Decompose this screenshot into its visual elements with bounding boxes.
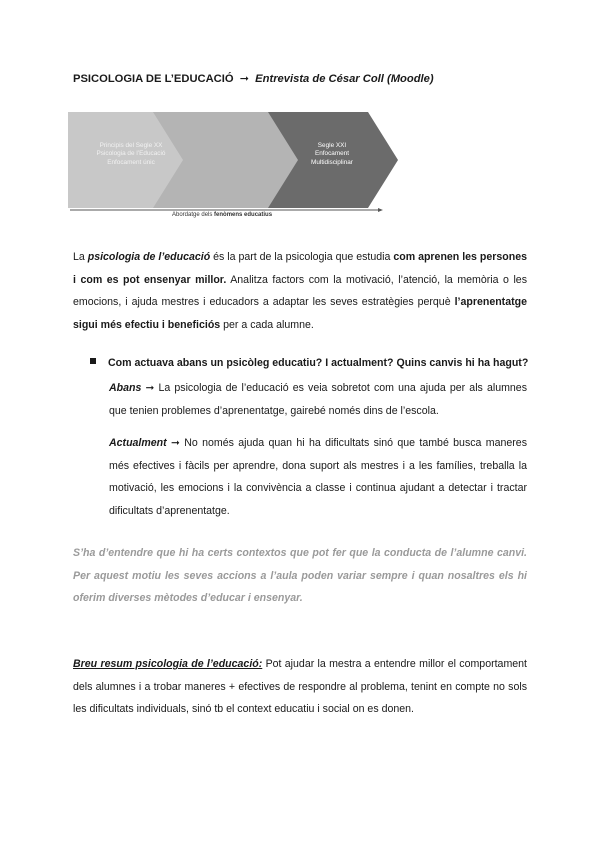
page-title (73, 72, 434, 85)
chevron-3-label: Segle XXI Enfocament Multidisciplinar (311, 142, 353, 166)
context-note: S’ha d’entendre que hi ha certs contextos que pot fer que la conducta de l’alumne canvi. Per aquest motiu les seves accions a l’aula poden variar sempre i quan nosaltres els hi oferim diverses mètodes d’educar i ensenyar. (73, 547, 527, 604)
summary-heading: Breu resum psicologia de l’educació: (73, 658, 263, 670)
chevron-1-label: Principis del Segle XX Psicologia de l’Educació Enfocament únic (96, 142, 166, 166)
intro-paragraph: La psicologia de l’educació és la part de la psicologia que estudia com aprenen les persones i com es pot ensenyar millor. Analitza factors com la motivació, l’atenció, la memòria o les emocions, i ajuda mestres i educadors a adaptar les seves estratègies perquè l’aprenentatge sigui més efectiu i beneficiós per a cada alumne. (73, 251, 527, 331)
axis-arrowhead (378, 208, 383, 212)
axis-caption: Abordatge dels fenòmens educatius (172, 212, 273, 218)
chevron-diagram (68, 110, 408, 222)
bullet-square-icon (90, 358, 96, 364)
summary-paragraph: Breu resum psicologia de l’educació: Pot ajudar la mestra a entendre millor el comportament dels alumnes i a trobar maneres + efectives de respondre al problema, tenint en compte no sols les dificultats individuals, sinó tb el context educatiu i social on es donen. (73, 658, 527, 715)
title-main: PSICOLOGIA DE L’EDUCACIÓ (73, 73, 234, 85)
arrow-icon: ➞ (239, 73, 250, 85)
question-text: Com actuava abans un psicòleg educatiu? I actualment? Quins canvis hi ha hagut? (108, 357, 529, 369)
abans-paragraph: Abans ➞ La psicologia de l’educació es veia sobretot com una ajuda per als alumnes que tenien problemes d’aprenentatge, gairebé només dins de l’escola. (109, 382, 527, 417)
title-subtitle: Entrevista de César Coll (Moodle) (255, 73, 434, 85)
question-bullet (90, 357, 528, 369)
actualment-paragraph: Actualment ➞ No només ajuda quan hi ha dificultats sinó que també busca maneres més efectives i fàcils per aprendre, dona suport als mestres i a les famílies, treballa la motivació, les emocions i la convivència a classe i continua ajudant a detectar i tractar dificultats d’aprenentatge. (109, 437, 527, 517)
